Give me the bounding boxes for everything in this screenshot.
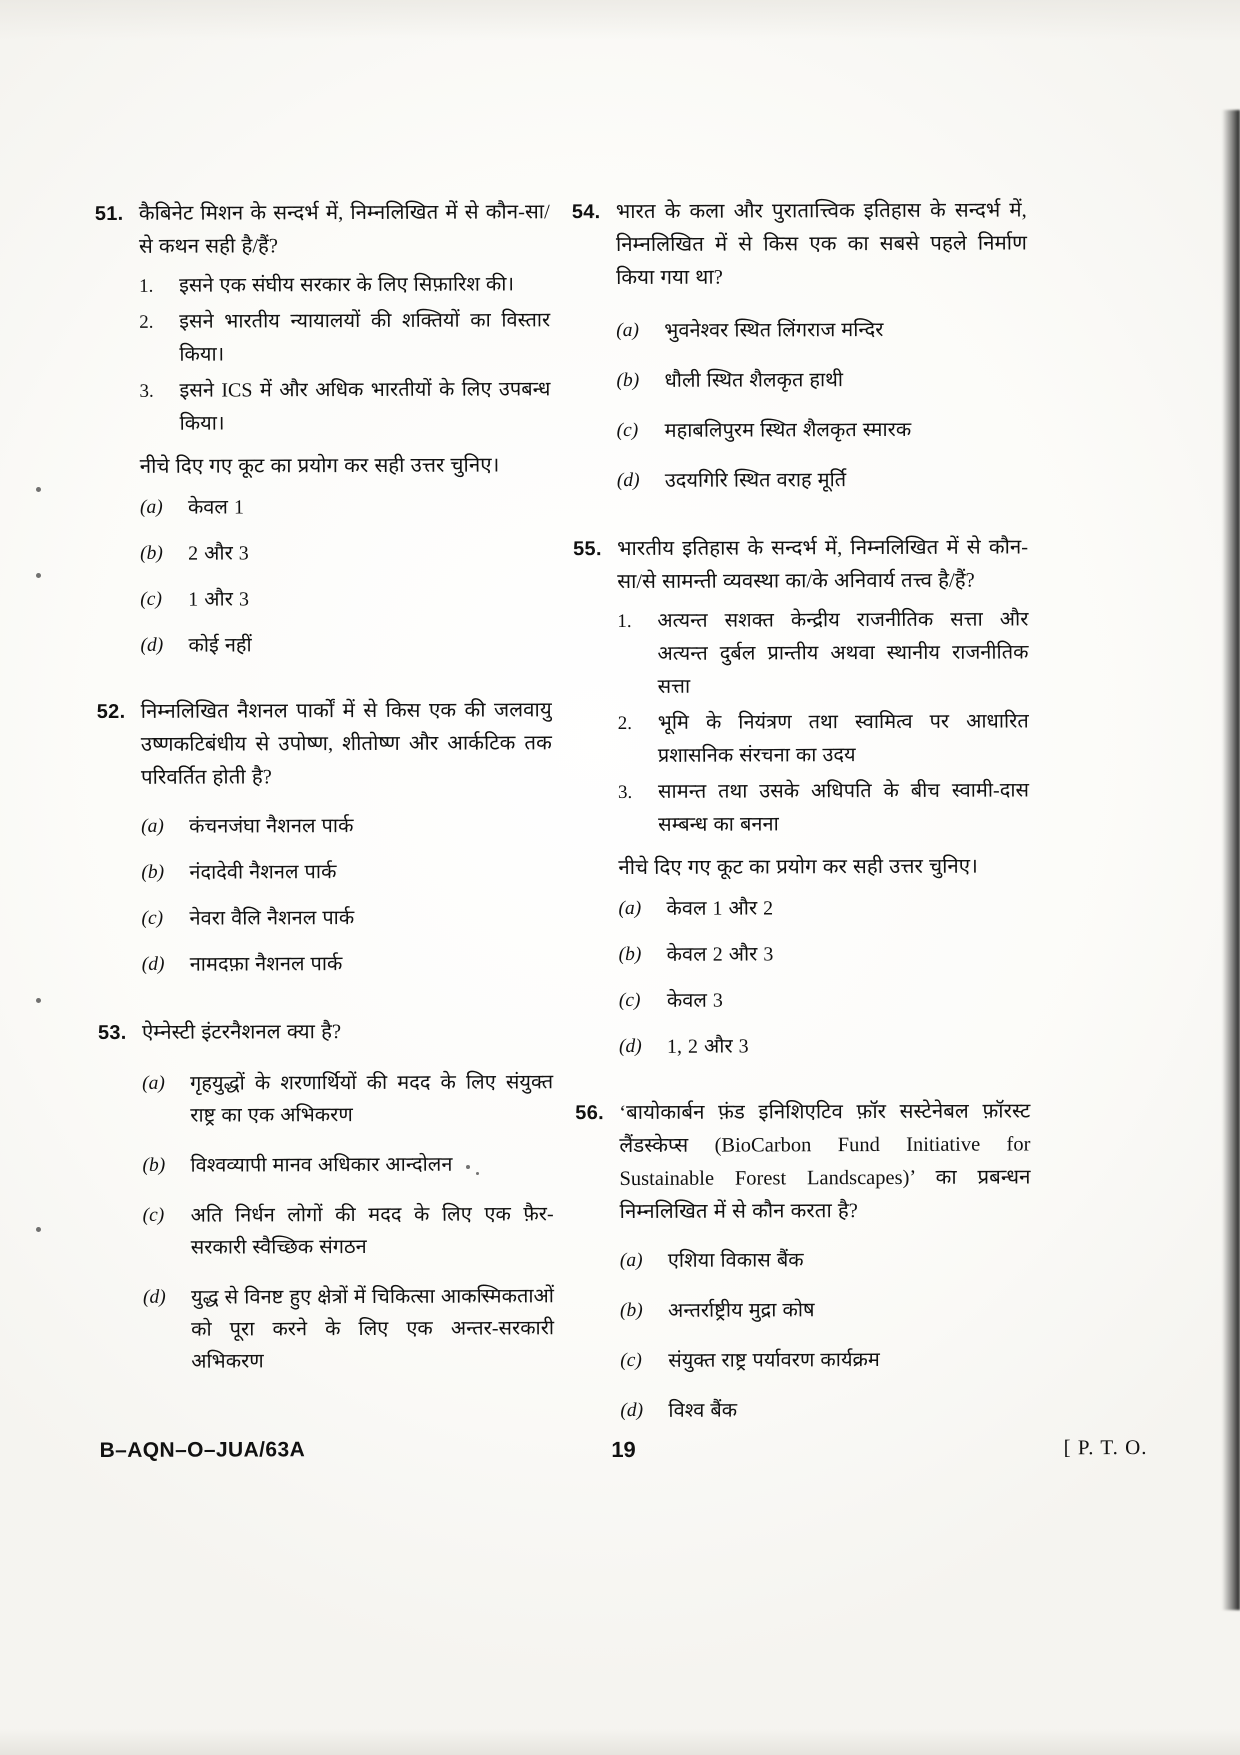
statement-list bbox=[617, 603, 1029, 842]
option-item-a[interactable] bbox=[620, 1243, 1031, 1277]
option-key: (b) bbox=[618, 943, 642, 966]
option-item-c[interactable] bbox=[619, 983, 1030, 1017]
question-number: 56. bbox=[575, 1102, 604, 1125]
option-key: (b) bbox=[141, 861, 165, 883]
option-item-a[interactable] bbox=[141, 809, 552, 843]
statement-number: 3. bbox=[139, 380, 154, 402]
question-block bbox=[573, 531, 1030, 1063]
option-key: (c) bbox=[616, 419, 639, 442]
option-key: (c) bbox=[140, 588, 162, 610]
question-text: भारत के कला और पुरातात्त्विक इतिहास के सन्दर्भ में, निम्नलिखित में से किस एक का सबसे पहले निर्माण किया गया था? bbox=[615, 199, 1027, 290]
question-number: 51. bbox=[94, 202, 124, 226]
option-key: (d) bbox=[616, 469, 640, 492]
option-key: (d) bbox=[142, 1286, 166, 1308]
option-item-d[interactable] bbox=[143, 1280, 554, 1378]
option-text: गृहयुद्धों के शरणार्थियों की मदद के लिए संयुक्त राष्ट्र का एक अभिकरण bbox=[190, 1071, 554, 1127]
option-text: विश्वव्यापी मानव अधिकार आन्दोलन bbox=[190, 1153, 453, 1177]
option-item-d[interactable] bbox=[617, 463, 1028, 497]
option-text: नंदादेवी नैशनल पार्क bbox=[189, 861, 337, 884]
question-text: कैबिनेट मिशन के सन्दर्भ में, निम्नलिखित में से कौन-सा/से कथन सही है/हैं? bbox=[138, 201, 550, 258]
option-key: (c) bbox=[618, 989, 641, 1012]
pto-marker: [ P. T. O. bbox=[1063, 1434, 1148, 1460]
option-list bbox=[618, 891, 1030, 1063]
option-item-d[interactable] bbox=[619, 1029, 1030, 1063]
question-block bbox=[97, 694, 553, 981]
option-list bbox=[616, 313, 1028, 497]
option-item-a[interactable] bbox=[140, 490, 551, 524]
option-key: (d) bbox=[140, 634, 164, 656]
option-item-c[interactable] bbox=[620, 1343, 1031, 1377]
option-item-c[interactable] bbox=[140, 582, 551, 616]
statement-item bbox=[618, 705, 1029, 773]
option-text: कंचनजंघा नैशनल पार्क bbox=[189, 815, 354, 838]
option-key: (a) bbox=[141, 815, 164, 837]
question-number: 52. bbox=[96, 700, 126, 724]
statement-item bbox=[617, 603, 1028, 704]
statement-list bbox=[139, 268, 551, 441]
option-text: केवल 3 bbox=[666, 989, 723, 1012]
option-item-a[interactable] bbox=[142, 1066, 553, 1132]
option-key: (b) bbox=[142, 1154, 166, 1176]
option-key: (c) bbox=[141, 907, 164, 929]
question-text: भारतीय इतिहास के सन्दर्भ में, निम्नलिखित में से कौन-सा/से सामन्ती व्यवस्था का/के अनिवार्य तत्त्व है/हैं? bbox=[617, 536, 1029, 594]
question-block bbox=[572, 194, 1028, 497]
statement-text: सामन्त तथा उसके अधिपति के बीच स्वामी-दास सम्बन्ध का बनना bbox=[657, 779, 1030, 836]
question-text: ‘बायोकार्बन फ़ंड इनिशिएटिव फ़ॉर सस्टेनेबल फ़ॉरस्ट लैंडस्केप्स (BioCarbon Fund Initiative for Sustainable Forest Landscapes)’ का प्रबन्धन निम्नलिखित में से कौन करता है? bbox=[619, 1100, 1031, 1224]
option-text: कोई नहीं bbox=[188, 634, 252, 657]
option-text: केवल 2 और 3 bbox=[666, 943, 774, 966]
question-number: 54. bbox=[571, 201, 601, 224]
statement-item bbox=[618, 774, 1029, 842]
question-block bbox=[98, 1015, 554, 1378]
option-list bbox=[142, 1066, 554, 1378]
option-item-c[interactable] bbox=[141, 901, 552, 935]
option-list bbox=[620, 1243, 1032, 1427]
option-list bbox=[140, 490, 552, 662]
option-item-d[interactable] bbox=[140, 628, 551, 662]
option-key: (a) bbox=[139, 496, 163, 518]
option-key: (b) bbox=[619, 1299, 643, 1322]
statement-number: 3. bbox=[617, 781, 633, 804]
question-block bbox=[575, 1095, 1031, 1427]
option-item-c[interactable] bbox=[143, 1198, 554, 1264]
question-heading bbox=[575, 1095, 1031, 1229]
option-text: संयुक्त राष्ट्र पर्यावरण कार्यक्रम bbox=[668, 1349, 880, 1372]
option-item-b[interactable] bbox=[140, 536, 551, 570]
question-block bbox=[95, 196, 552, 662]
question-text: निम्नलिखित नैशनल पार्कों में से किस एक की जलवायु उष्णकटिबंधीय से उपोष्ण, शीतोष्ण और आर्कटिक तक परिवर्तित होती है? bbox=[140, 699, 552, 789]
question-number: 53. bbox=[97, 1021, 127, 1045]
option-text: 2 और 3 bbox=[188, 542, 249, 565]
option-key: (a) bbox=[616, 319, 640, 342]
direction-line: नीचे दिए गए कूट का प्रयोग कर सही उत्तर चुनिए। bbox=[618, 855, 978, 880]
option-text: अति निर्धन लोगों की मदद के लिए एक फ़ैर-सरकारी स्वैच्छिक संगठन bbox=[190, 1203, 554, 1259]
option-list bbox=[141, 809, 553, 981]
page-number: 19 bbox=[611, 1436, 636, 1463]
statement-text: इसने भारतीय न्यायालयों की शक्तियों का विस्तार किया। bbox=[179, 309, 551, 366]
option-text: केवल 1 और 2 bbox=[666, 897, 774, 920]
option-key: (a) bbox=[618, 897, 642, 920]
right-column bbox=[572, 194, 1032, 1453]
statement-text: इसने ICS में और अधिक भारतीयों के लिए उपबन्ध किया। bbox=[179, 378, 551, 435]
statement-number: 1. bbox=[617, 610, 632, 633]
statement-item bbox=[139, 268, 550, 303]
option-item-d[interactable] bbox=[620, 1393, 1031, 1427]
statement-text: इसने एक संघीय सरकार के लिए सिफ़ारिश की। bbox=[179, 273, 515, 297]
option-text: युद्ध से विनष्ट हुए क्षेत्रों में चिकित्सा आकस्मिकताओं को पूरा करने के लिए एक अन्तर-सरकारी अभिकरण bbox=[190, 1285, 555, 1373]
option-text: महाबलिपुरम स्थित शैलकृत स्मारक bbox=[664, 418, 912, 442]
option-item-b[interactable] bbox=[616, 363, 1027, 397]
option-text: 1 और 3 bbox=[188, 588, 249, 611]
option-text: एशिया विकास बैंक bbox=[667, 1249, 804, 1272]
left-column bbox=[95, 196, 555, 1404]
option-key: (b) bbox=[616, 369, 640, 392]
option-text: केवल 1 bbox=[187, 496, 245, 519]
option-key: (d) bbox=[141, 953, 165, 975]
option-item-c[interactable] bbox=[617, 413, 1028, 447]
question-number: 55. bbox=[573, 538, 602, 561]
question-heading bbox=[97, 694, 552, 795]
option-key: (d) bbox=[618, 1035, 642, 1058]
option-text: धौली स्थित शैलकृत हाथी bbox=[664, 369, 844, 392]
question-text: ऐम्नेस्टी इंटरनैशनल क्या है? bbox=[141, 1021, 342, 1044]
statement-item bbox=[139, 304, 550, 372]
option-text: उदयगिरि स्थित वराह मूर्ति bbox=[664, 469, 847, 492]
question-heading bbox=[98, 1015, 553, 1050]
option-key: (c) bbox=[620, 1349, 642, 1372]
option-text: नेवरा वैलि नैशनल पार्क bbox=[189, 907, 355, 930]
option-item-b[interactable] bbox=[142, 1148, 553, 1182]
option-text: अन्तर्राष्ट्रीय मुद्रा कोष bbox=[667, 1299, 815, 1322]
option-key: (b) bbox=[140, 542, 163, 564]
option-text: विश्व बैंक bbox=[668, 1399, 738, 1422]
option-item-b[interactable] bbox=[619, 937, 1030, 971]
statement-text: अत्यन्त सशक्त केन्द्रीय राजनीतिक सत्ता और अत्यन्त दुर्बल प्रान्तीय अथवा स्थानीय राजनीतिक सत्ता bbox=[657, 608, 1029, 698]
option-item-d[interactable] bbox=[142, 947, 553, 981]
option-item-a[interactable] bbox=[616, 313, 1027, 347]
page-footer bbox=[99, 1435, 1147, 1479]
statement-text: भूमि के नियंत्रण तथा स्वामित्व पर आधारित प्रशासनिक संरचना का उदय bbox=[657, 710, 1029, 767]
statement-number: 1. bbox=[139, 275, 154, 297]
question-heading bbox=[573, 531, 1028, 599]
statement-number: 2. bbox=[617, 712, 633, 735]
option-item-b[interactable] bbox=[620, 1293, 1031, 1327]
option-key: (a) bbox=[619, 1249, 643, 1272]
option-text: 1, 2 और 3 bbox=[666, 1035, 749, 1058]
question-heading bbox=[95, 196, 550, 264]
option-item-a[interactable] bbox=[618, 891, 1029, 925]
question-heading bbox=[572, 194, 1027, 295]
option-key: (a) bbox=[142, 1072, 165, 1094]
statement-number: 2. bbox=[139, 311, 154, 333]
paper-code: B–AQN–O–JUA/63A bbox=[99, 1438, 306, 1463]
option-key: (d) bbox=[620, 1399, 644, 1422]
option-text: नामदफ़ा नैशनल पार्क bbox=[189, 953, 343, 976]
option-item-b[interactable] bbox=[141, 855, 552, 889]
direction-line: नीचे दिए गए कूट का प्रयोग कर सही उत्तर चुनिए। bbox=[139, 454, 500, 478]
option-key: (c) bbox=[142, 1204, 165, 1226]
statement-item bbox=[139, 373, 550, 441]
option-text: भुवनेश्वर स्थित लिंगराज मन्दिर bbox=[664, 318, 884, 342]
